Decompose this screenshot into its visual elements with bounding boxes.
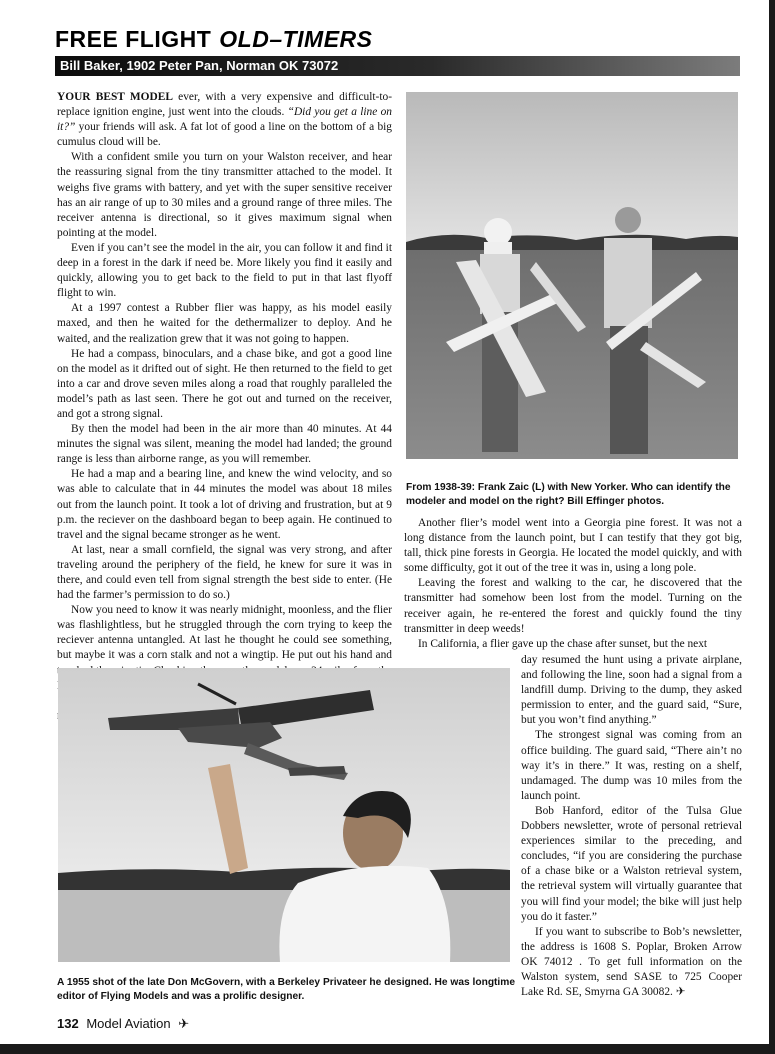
photo-1955-caption: A 1955 shot of the late Don McGovern, with a Berkeley Privateer he designed. He was longtime editor of Flying Models and was a prolific designer. [57,977,515,1002]
photo-1938-fliers [406,92,738,459]
airplane-icon: ✈ [178,1016,190,1031]
paragraph: By then the model had been in the air more than 40 minutes. At 44 minutes the signal was silent, meaning the model had landed; the ground range is less than airborne range, as you will remember. [57,423,392,466]
photo-1938-caption: From 1938-39: Frank Zaic (L) with New Yorker. Who can identify the modeler and model on the right? Bill Effinger photos. [406,482,731,507]
paragraph: Now you need to know it was nearly midnight, moonless, and the flier was flashlightless, but he struggled through the corn trying to keep the reciever antenna untangled. At last he thought he could see something, but maybe it was a corn stalk and not a wingtip. He put out his hand and [57,604,392,662]
paragraph [57,90,392,150]
paragraph: He had a compass, binoculars, and a chase bike, and got a good line on the model as it drifted out of sight. He then returned to the field to get into a car and drove seven miles along a road that roughly paralleled the model’s path as last seen. There he got out and turned on the receiver, and got a strong signal. [57,347,392,420]
paragraph-text: ever, with a very expensive and difficult-to-replace ignition engine, just went into the clouds. [57,91,392,119]
page-top-margin [0,0,775,10]
page-footer [57,1016,189,1032]
title-main: FREE FLIGHT [55,26,212,52]
paragraph: At last, near a small cornfield, the signal was very strong, and after traveling around the periphery of the field, he knew for sure it was in there, and could even tell from signal strength the best side to enter. (He had the farmer’s permission to do so.) [57,543,392,602]
page-right-border [769,0,775,1054]
paragraph: The strongest signal was coming from an office building. The guard said, “There ain’t no way it’s in there.” It was, resting on a shelf, undamaged. The dump was 10 miles from the launch point. [521,729,742,802]
paragraph: At a 1997 contest a Rubber flier was happy, as his model easily maxed, and then he waited for the dethermalizer to deploy. And he waited, and the realization grew that it was not going to happen. [57,302,392,345]
right-column-top [404,516,742,652]
author-line: Bill Baker, 1902 Peter Pan, Norman OK 73072 [60,58,339,73]
paragraph: He had a map and a bearing line, and knew the wind velocity, and so was able to calculate that in 44 minutes the model was about 18 miles out from the launch point. It took a lot of driving and frustration, but at 9 p.m. the reciever on the dashboard began to beep again. He continued to travel and the signal became stronger as he went. [57,468,392,541]
left-column [57,90,392,724]
page-number: 132 [57,1016,79,1031]
quote: “Did you get a line on it?” [57,106,392,134]
right-column-narrow [521,653,742,1000]
paragraph: In California, a flier gave up the chase after sunset, but the next [418,637,708,650]
title-italic: OLD–TIMERS [219,26,373,52]
paragraph-text: If you want to subscribe to Bob’s newsletter, the address is 1608 S. Poplar, Broken Arrow OK 74012 . To get full information on the Walston system, send SASE to 725 Cooper Lake Rd. SE, Smyrna GA 30082. [521,925,742,999]
author-bar [55,56,740,76]
paragraph: Even if you can’t see the model in the air, you can follow it and find it deep in a forest in the dark if need be. More likely you find it easily and quickly, allowing you to get back to the field to put in that last flyoff flight to win. [57,241,392,300]
photo-1955-mcgovern [58,668,510,962]
page-title [55,26,373,53]
paragraph: With a confident smile you turn on your Walston receiver, and hear the reassuring signal from the tiny transmitter attached to the model. It weighs five grams with battery, and yet with the super sensitive receiver has an air range of up to 30 miles and a ground range of three miles. The receiver antenna is directional, so it gives maximum signal when pointing at the model. [57,151,392,239]
end-mark-airplane-icon: ✈ [675,986,686,999]
paragraph: Bob Hanford, editor of the Tulsa Glue Dobbers newsletter, wrote of personal retrieval experiences similar to the preceding, and concludes, “if you are considering the purchase of a chase bike or a Walston retrieval system, the retrieval system will virtually guarantee that you will find your model; the bike will just help you do it faster.” [521,804,742,923]
photo-1938-image [406,92,738,459]
photo-1955-image [58,668,510,962]
magazine-name: Model Aviation [86,1016,171,1031]
page-bottom-border [0,1044,775,1054]
paragraph: day resumed the hunt using a private airplane, and following the line, soon had a signal from a landfill dump. Driving to the dump, they asked permission to enter, and the guard said, “Sure, but you won’t find anything.” [521,654,742,727]
paragraph: Leaving the forest and walking to the car, he discovered that the transmitter had somehow been lost from the model. Turning on the receiver again, he re-entered the forest and quickly found the tiny transmitter in deep weeds! [404,577,742,635]
paragraph [521,925,742,1000]
lead-in: YOUR BEST MODEL [57,91,173,103]
paragraph: Another flier’s model went into a Georgia pine forest. It was not a long distance from the launch point, but I can testify that they got big, tall, thick pine forests in Georgia. He located the model quickly, and with some difficulty, got it out of the tree it was in, using a long pole. [404,517,742,575]
paragraph-text: your friends will ask. A fat lot of good a line on the bottom of a big cumulus cloud will be. [57,121,392,149]
